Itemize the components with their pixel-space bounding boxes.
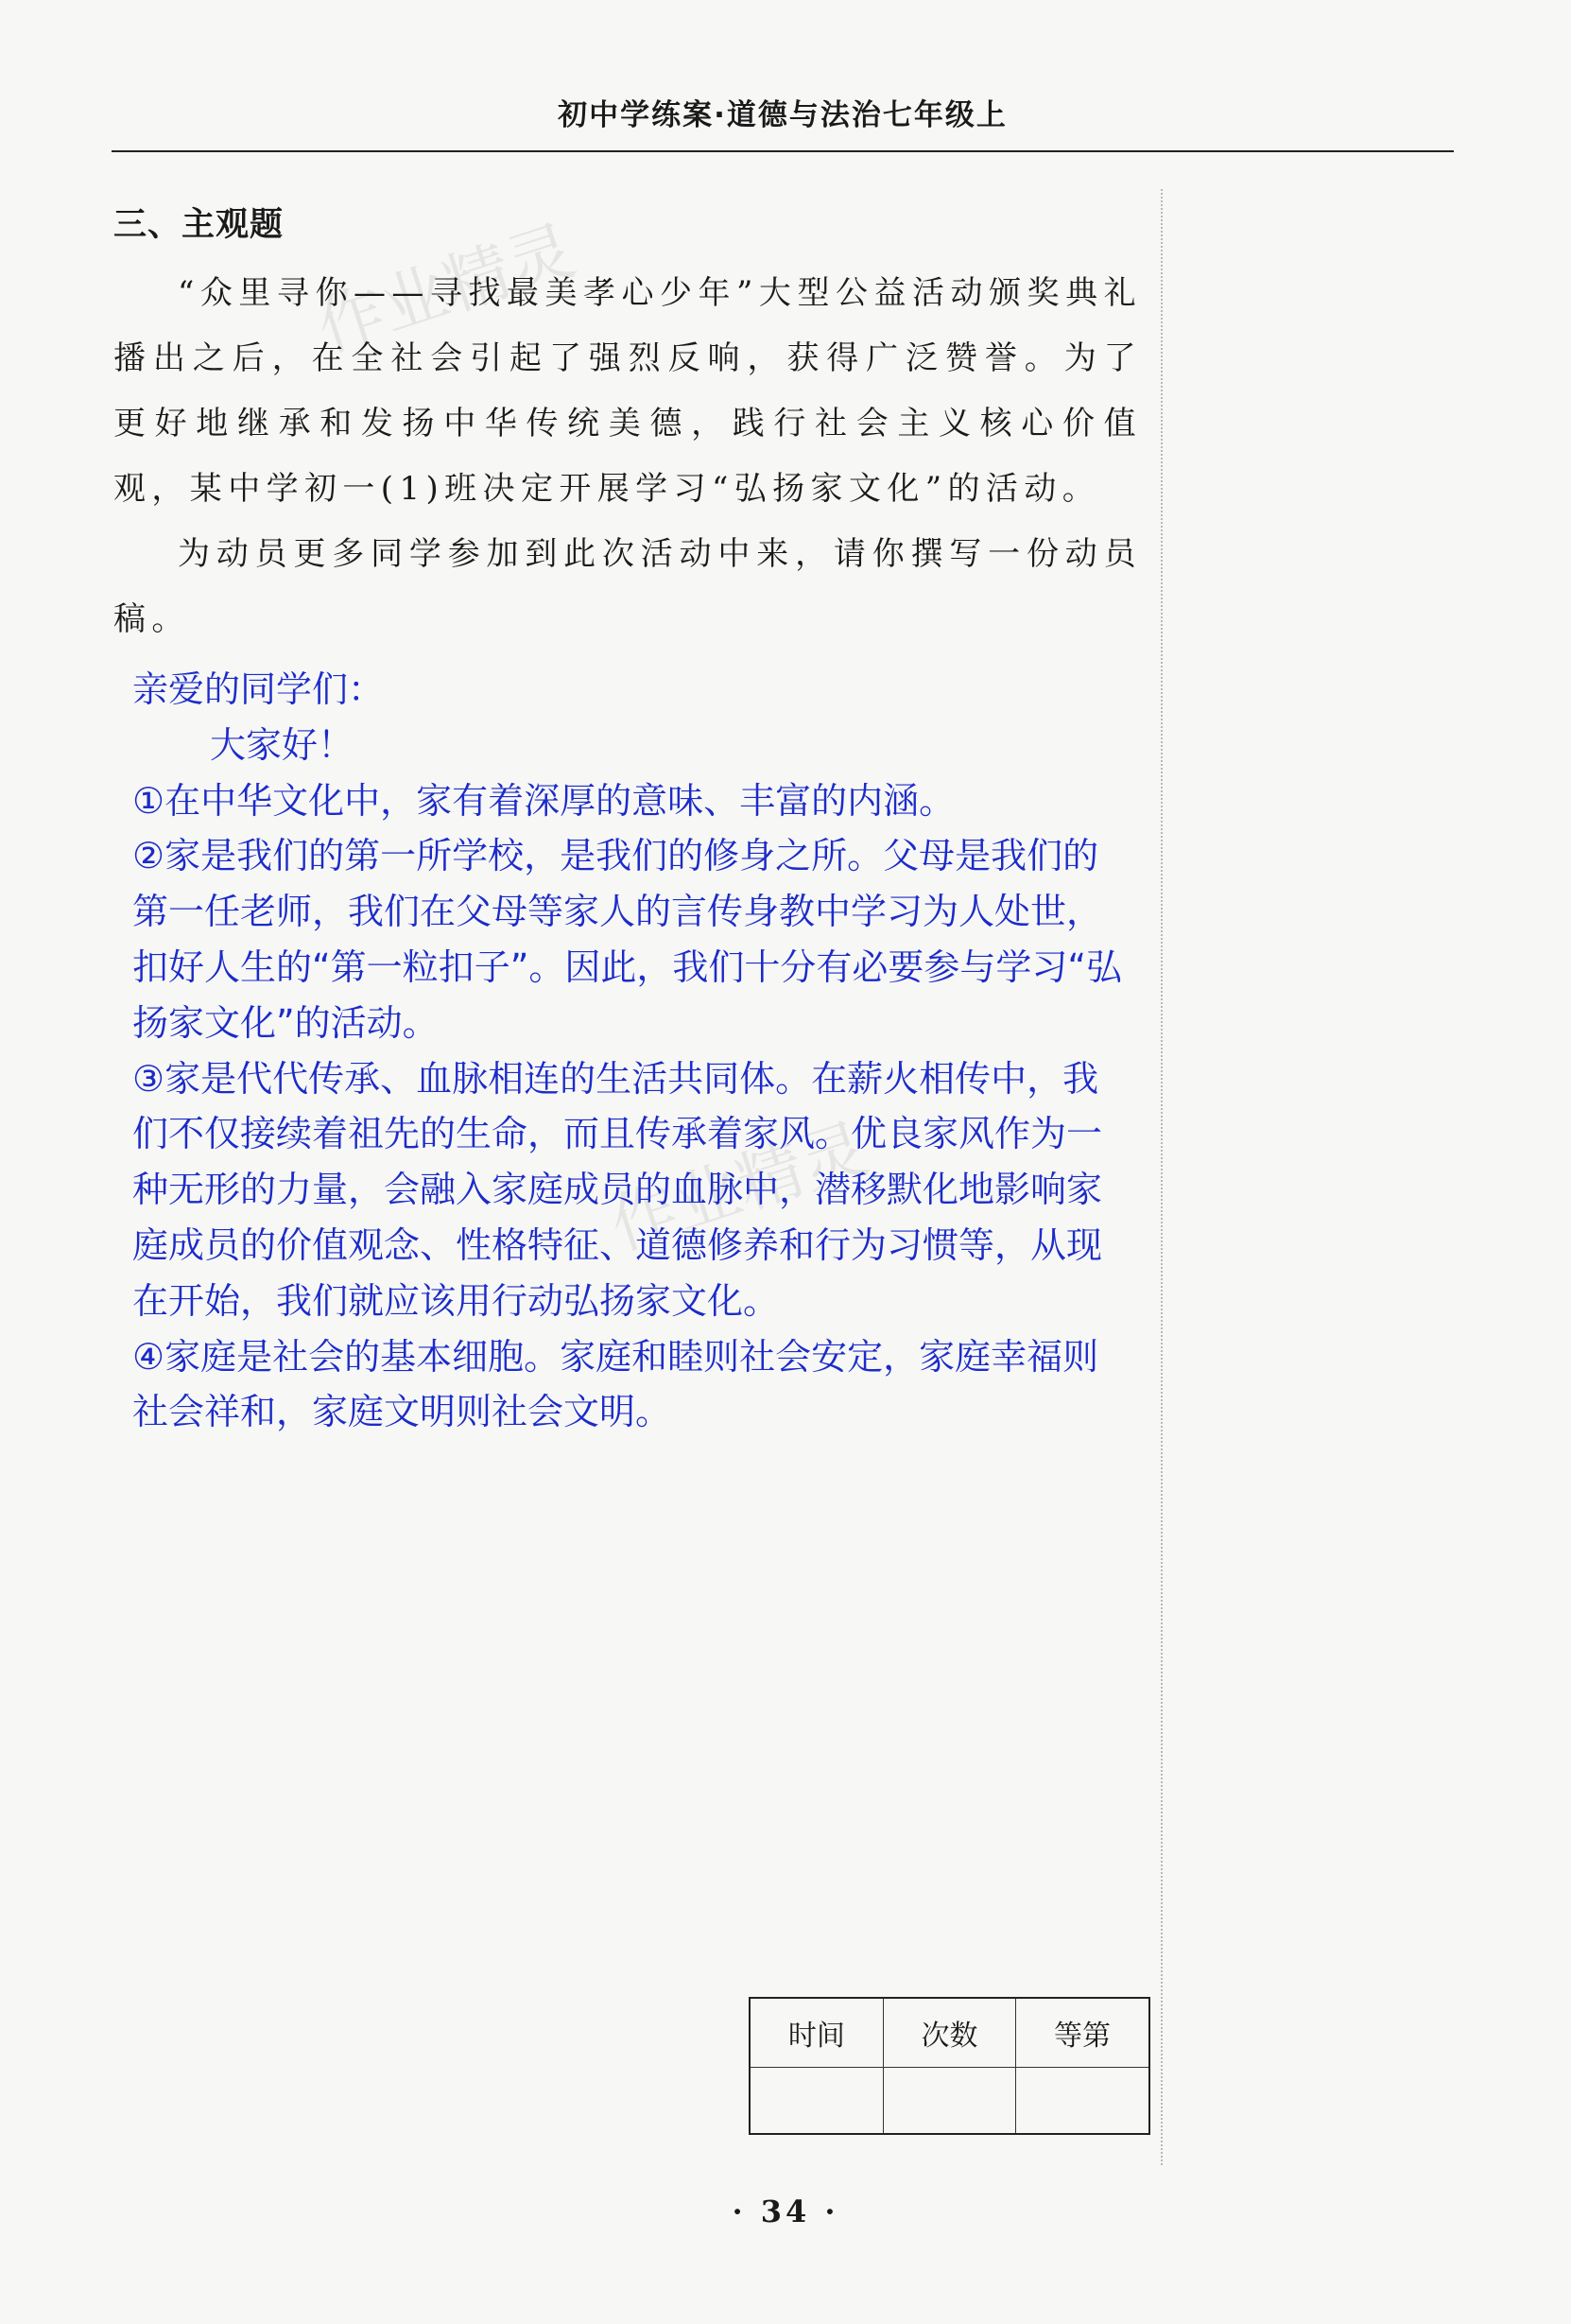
page-header-title: 初中学练案·道德与法治七年级上 <box>558 98 1008 132</box>
section-title: 三、主观题 <box>113 206 285 244</box>
score-value-time[interactable] <box>750 2068 883 2135</box>
answer-point: ②家是我们的第一所学校，是我们的修身之所。父母是我们的第一任老师，我们在父母等家人的言传身教中学习为人处世，扣好人生的“第一粒扣子”。因此，我们十分有必要参与学习“弘扬家文化”的活动。 <box>132 835 1123 1044</box>
answer-point: ①在中华文化中，家有着深厚的意味、丰富的内涵。 <box>132 779 956 822</box>
header-divider <box>112 150 1454 152</box>
answer-greeting: 大家好！ <box>210 723 354 766</box>
answer-salutation: 亲爱的同学们： <box>132 668 385 710</box>
score-value-count[interactable] <box>883 2068 1015 2135</box>
prompt-paragraph: “众里寻你——寻找最美孝心少年”大型公益活动颁奖典礼播出之后，在全社会引起了强烈反响，获得广泛赞誉。为了更好地继承和发扬中华传统美德，践行社会主义核心价值观，某中学初一(1)班决定开展学习“弘扬家文化”的活动。 <box>113 274 1142 508</box>
handwritten-answer <box>132 662 1134 1440</box>
answer-point: ③家是代代传承、血脉相连的生活共同体。在薪火相传中，我们不仅接续着祖先的生命，而且传承着家风。优良家风作为一种无形的力量，会融入家庭成员的血脉中，潜移默化地影响家庭成员的价值观念、性格特征、道德修养和行为习惯等，从现在开始，我们就应该用行动弘扬家文化。 <box>132 1057 1103 1322</box>
score-value-grade[interactable] <box>1016 2068 1149 2135</box>
score-table-header-row <box>750 1998 1149 2068</box>
score-table <box>749 1997 1150 2135</box>
score-table-value-row <box>750 2068 1149 2135</box>
score-header-grade: 等第 <box>1016 1998 1149 2068</box>
score-header-time: 时间 <box>750 1998 883 2068</box>
page-number: · 34 · <box>732 2194 839 2229</box>
watermark-middle: 作业精灵 <box>600 1109 877 1265</box>
score-header-count: 次数 <box>883 1998 1015 2068</box>
margin-dotted-line <box>1161 189 1163 2165</box>
question-prompt <box>113 261 1142 652</box>
watermark-top: 作业精灵 <box>307 211 584 367</box>
prompt-paragraph: 为动员更多同学参加到此次活动中来，请你撰写一份动员稿。 <box>113 535 1142 638</box>
answer-point: ④家庭是社会的基本细胞。家庭和睦则社会安定，家庭幸福则社会祥和，家庭文明则社会文明。 <box>132 1335 1099 1433</box>
